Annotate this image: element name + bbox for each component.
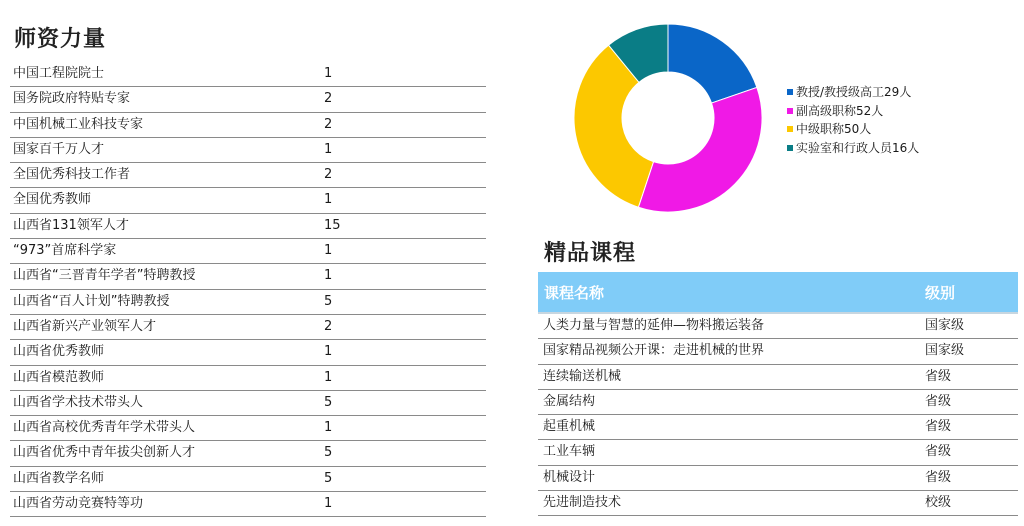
faculty-title-name: 山西省“百人计划”特聘教授	[13, 293, 170, 309]
course-name: 国家精品视频公开课：走进机械的世界	[543, 343, 765, 359]
faculty-title-name: 全国优秀科技工作者	[13, 167, 131, 183]
faculty-count: 5	[324, 293, 333, 309]
donut-slice	[638, 87, 762, 212]
faculty-row	[10, 492, 486, 517]
faculty-count: 1	[324, 141, 333, 157]
courses-table-body	[538, 314, 1018, 516]
faculty-table	[10, 62, 486, 517]
courses-table	[538, 272, 1018, 516]
faculty-row	[10, 239, 486, 264]
faculty-count: 1	[324, 192, 333, 208]
legend-swatch	[787, 89, 793, 95]
course-row	[538, 440, 1018, 465]
legend-item	[787, 120, 919, 139]
courses-table-header	[538, 272, 1018, 314]
faculty-count: 1	[324, 369, 333, 385]
course-row	[538, 415, 1018, 440]
faculty-row	[10, 315, 486, 340]
course-level: 校级	[925, 495, 952, 511]
faculty-title-name: 山西省131领军人才	[13, 217, 129, 233]
faculty-count: 2	[324, 318, 333, 334]
faculty-count: 5	[324, 445, 333, 461]
legend-swatch	[787, 145, 793, 151]
course-name: 连续输送机械	[543, 368, 622, 384]
faculty-row	[10, 366, 486, 391]
faculty-row	[10, 87, 486, 112]
faculty-row	[10, 113, 486, 138]
legend-label: 副高级职称52人	[796, 103, 884, 118]
legend-item	[787, 102, 919, 121]
faculty-title-name: 中国机械工业科技专家	[13, 116, 144, 132]
course-level: 省级	[925, 469, 952, 485]
header-course-name: 课程名称	[544, 284, 605, 302]
course-name: 起重机械	[543, 419, 596, 435]
faculty-row	[10, 163, 486, 188]
course-level: 省级	[925, 368, 952, 384]
legend-swatch	[787, 108, 793, 114]
faculty-row	[10, 138, 486, 163]
legend-label: 实验室和行政人员16人	[796, 140, 920, 155]
course-level: 省级	[925, 419, 952, 435]
course-row	[538, 491, 1018, 516]
faculty-count: 1	[324, 420, 333, 436]
course-name: 先进制造技术	[543, 495, 622, 511]
header-level: 级别	[925, 284, 956, 302]
course-name: 金属结构	[543, 393, 596, 409]
donut-svg	[572, 22, 764, 214]
legend-label: 教授/教授级高工29人	[796, 85, 912, 99]
course-row	[538, 466, 1018, 491]
faculty-count: 5	[324, 470, 333, 486]
legend-item	[787, 83, 919, 102]
faculty-donut-chart	[572, 22, 764, 214]
courses-section-title: 精品课程	[544, 241, 637, 266]
course-level: 国家级	[925, 343, 965, 359]
faculty-count: 1	[324, 344, 333, 360]
faculty-title-name: 山西省优秀中青年拔尖创新人才	[13, 445, 196, 461]
faculty-count: 1	[324, 243, 333, 259]
faculty-count: 2	[324, 91, 333, 107]
faculty-title-name: 中国工程院院士	[13, 66, 105, 81]
donut-slice	[668, 24, 757, 103]
faculty-title-name: 山西省“三晋青年学者”特聘教授	[13, 268, 196, 284]
faculty-title-name: “973”首席科学家	[13, 243, 117, 259]
faculty-row	[10, 264, 486, 289]
course-name: 人类力量与智慧的延伸—物料搬运装备	[543, 318, 765, 333]
faculty-row	[10, 62, 486, 87]
course-level: 省级	[925, 444, 952, 460]
faculty-row	[10, 441, 486, 466]
faculty-title-name: 山西省学术技术带头人	[13, 394, 144, 410]
faculty-row	[10, 416, 486, 441]
course-level: 省级	[925, 393, 952, 409]
faculty-title-name: 山西省劳动竞赛特等功	[13, 496, 144, 512]
faculty-count: 15	[324, 217, 341, 233]
faculty-title-name: 山西省教学名师	[13, 470, 105, 486]
legend-swatch	[787, 126, 793, 132]
faculty-title-name: 山西省新兴产业领军人才	[13, 318, 157, 334]
faculty-count: 5	[324, 394, 333, 410]
faculty-title-name: 国务院政府特贴专家	[13, 91, 131, 107]
faculty-count: 2	[324, 116, 333, 132]
faculty-count: 1	[324, 66, 333, 81]
chart-legend	[787, 83, 919, 157]
faculty-title-name: 全国优秀教师	[13, 192, 92, 208]
legend-item	[787, 139, 919, 158]
course-row	[538, 314, 1018, 339]
course-row	[538, 390, 1018, 415]
faculty-row	[10, 340, 486, 365]
faculty-row	[10, 188, 486, 213]
faculty-title-name: 国家百千万人才	[13, 141, 105, 157]
faculty-row	[10, 214, 486, 239]
legend-label: 中级职称50人	[796, 122, 872, 136]
faculty-count: 1	[324, 268, 333, 284]
course-name: 机械设计	[543, 469, 596, 485]
faculty-row	[10, 290, 486, 315]
faculty-count: 2	[324, 167, 333, 183]
course-row	[538, 365, 1018, 390]
course-name: 工业车辆	[543, 444, 596, 460]
faculty-count: 1	[324, 496, 333, 512]
faculty-title-name: 山西省优秀教师	[13, 344, 105, 360]
course-row	[538, 339, 1018, 364]
faculty-title-name: 山西省高校优秀青年学术带头人	[13, 420, 196, 436]
faculty-row	[10, 391, 486, 416]
faculty-row	[10, 467, 486, 492]
course-level: 国家级	[925, 318, 965, 333]
faculty-section-title: 师资力量	[14, 27, 107, 52]
faculty-title-name: 山西省模范教师	[13, 369, 105, 385]
